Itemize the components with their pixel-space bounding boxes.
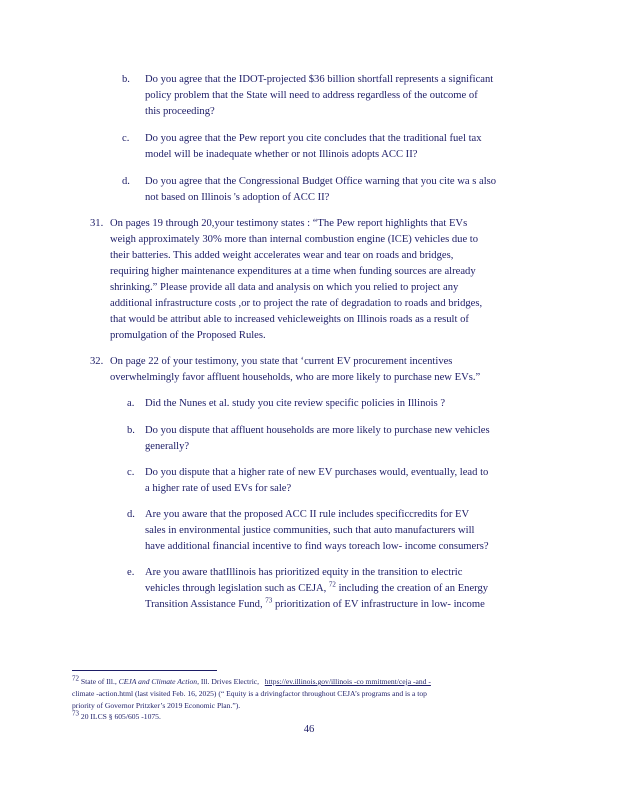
footnote-separator: [72, 670, 217, 671]
question-text: shrinking.” Please provide all data and analysis on which you relied to project any: [110, 282, 459, 293]
item-text: model will be inadequate whether or not Illinois adopts ACC II?: [145, 149, 418, 160]
page-number: 46: [303, 724, 315, 735]
item-label: e.: [127, 567, 135, 578]
item-text: Did the Nunes et al. study you cite review specific policies in Illinois ?: [145, 398, 446, 409]
item-text: have additional financial incentive to find ways toreach low- income consumers?: [145, 541, 489, 552]
item-text: Are you aware that the proposed ACC II rule includes specificcredits for EV: [145, 509, 470, 520]
footnote-title: CEJA and Climate Action: [118, 677, 198, 686]
footnote-link[interactable]: https://ev.illinois.gov/illinois -co mmitment/ceja -and -: [264, 677, 431, 686]
item-text: Do you agree that the Pew report you cite concludes that the traditional fuel tax: [145, 133, 482, 144]
item-text: [145, 598, 485, 612]
item-text: sales in environmental justice communities, such that auto manufacturers will: [145, 525, 475, 536]
item-text-segment: Transition Assistance Fund,: [145, 599, 263, 610]
question-text: promulgation of the Proposed Rules.: [110, 330, 266, 341]
item-text: generally?: [145, 441, 190, 452]
item-text: policy problem that the State will need to address regardless of the outcome of: [145, 90, 478, 101]
item-text: Do you agree that the Congressional Budget Office warning that you cite wa s also: [145, 176, 497, 187]
question-text: requiring higher maintenance expenditures at a time when funding sources are already: [110, 266, 476, 277]
question-number: 31.: [90, 218, 104, 229]
question-text: On pages 19 through 20,your testimony states : “The Pew report highlights that EVs: [110, 218, 468, 229]
item-text: Do you dispute that a higher rate of new EV purchases would, eventually, lead to: [145, 467, 489, 478]
item-text-segment: including the creation of an Energy: [338, 583, 489, 594]
item-label: b.: [122, 74, 130, 85]
item-text: Are you aware thatIllinois has prioritized equity in the transition to electric: [145, 567, 463, 578]
footnote-number: 72: [72, 674, 79, 683]
item-text-segment: prioritization of EV infrastructure in low- income: [274, 599, 485, 610]
footnote-72-line: priority of Governor Pritzker’s 2019 Economic Plan.”).: [72, 701, 241, 710]
item-label: d.: [122, 176, 130, 187]
item-text: [145, 582, 488, 596]
item-label: c.: [122, 133, 130, 144]
item-label: c.: [127, 467, 135, 478]
footnote-ref[interactable]: 73: [265, 596, 273, 605]
footnote-72: [72, 674, 431, 687]
question-text: overwhelmingly favor affluent households, who are more likely to purchase new EVs.”: [110, 372, 481, 383]
question-number: 32.: [90, 356, 104, 367]
item-text: Do you agree that the IDOT-projected $36 billion shortfall represents a significant: [145, 74, 494, 85]
item-text: not based on Illinois 's adoption of ACC II?: [145, 192, 330, 203]
footnote-72-line: climate -action.html (last visited Feb. 16, 2025) (“ Equity is a drivingfactor throughout CEJA’s programs and is a top: [72, 689, 427, 698]
footnote-73: [72, 709, 161, 722]
question-text: weigh approximately 30% more than internal combustion engine (ICE) vehicles due to: [110, 234, 479, 245]
item-label: b.: [127, 425, 135, 436]
question-text: that would be attribut able to increased vehicleweights on Illinois roads as a result of: [110, 314, 469, 325]
footnote-text: State of Ill.,: [80, 677, 117, 686]
item-label: a.: [127, 398, 135, 409]
item-text: this proceeding?: [145, 106, 215, 117]
item-label: d.: [127, 509, 135, 520]
question-text: additional infrastructure costs ,or to project the rate of degradation to roads and bridges,: [110, 298, 483, 309]
footnote-ref[interactable]: 72: [328, 580, 336, 589]
item-text: Do you dispute that affluent households are more likely to purchase new vehicles: [145, 425, 490, 436]
question-text: On page 22 of your testimony, you state that ‘current EV procurement incentives: [110, 356, 453, 367]
footnote-text: , Ill. Drives Electric,: [197, 677, 260, 686]
item-text-segment: vehicles through legislation such as CEJA,: [145, 583, 327, 594]
question-text: their batteries. This added weight accelerates wear and tear on roads and bridges,: [110, 250, 454, 261]
item-text: a higher rate of used EVs for sale?: [145, 483, 292, 494]
footnote-text: 20 ILCS § 605/605 -1075.: [80, 712, 161, 721]
footnote-number: 73: [72, 709, 79, 718]
